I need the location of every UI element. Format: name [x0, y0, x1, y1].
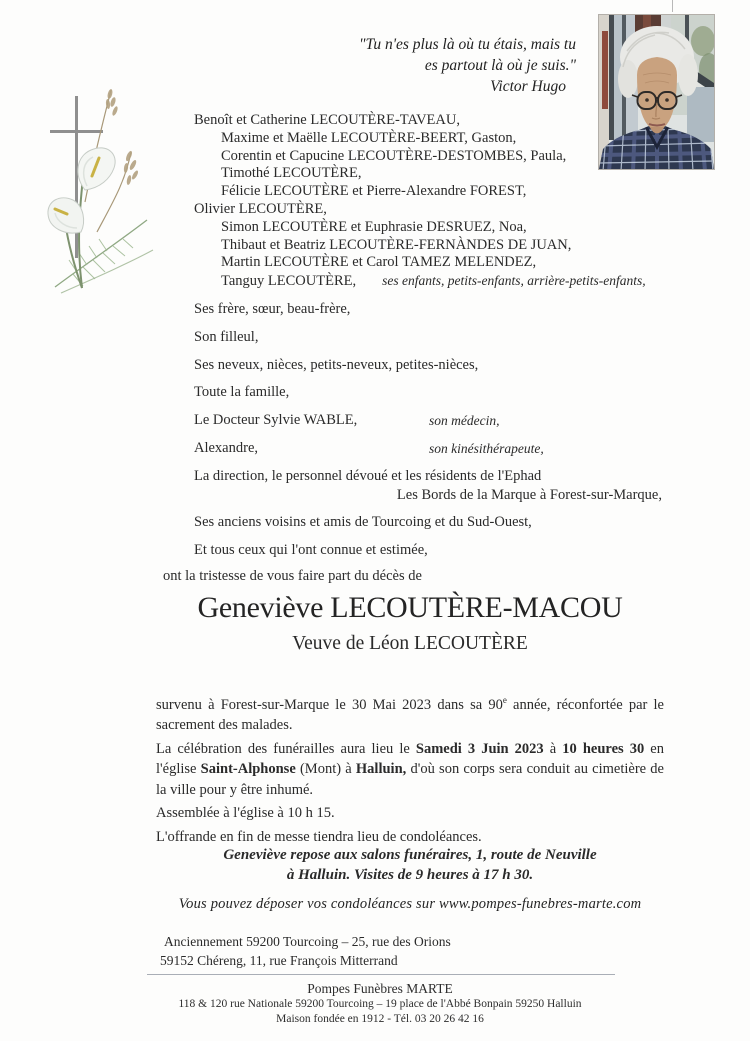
- funeral-home-name: Pompes Funèbres MARTE: [307, 981, 453, 996]
- repose-line-1: Geneviève repose aux salons funéraires, 1, route de Neuville: [223, 847, 597, 863]
- caregiver-role: son médecin,: [429, 413, 500, 429]
- funeral-home-footer: [70, 980, 690, 1027]
- family-member-name: Tanguy LECOUTÈRE,: [221, 273, 357, 290]
- family-member-line: Maxime et Maëlle LECOUTÈRE-BEERT, Gaston,: [221, 129, 517, 146]
- quote-line-1: "Tu n'es plus là où tu étais, mais tu: [359, 36, 576, 53]
- death-details-paragraph: survenu à Forest-sur-Marque le 30 Mai 2023 dans sa 90e année, réconfortée par le sacrement des malades.: [156, 695, 664, 734]
- others-line: Et tous ceux qui l'ont connue et estimée,: [194, 542, 428, 559]
- ordinal-superscript: e: [502, 695, 507, 705]
- children-relation-note: ses enfants, petits-enfants, arrière-petits-enfants,: [382, 273, 646, 289]
- relatives-line: Son filleul,: [194, 328, 259, 345]
- scan-artifact-line: [672, 0, 673, 12]
- relatives-line: Ses neveux, nièces, petits-neveux, petites-nièces,: [194, 356, 479, 373]
- caregiver-role: son kinésithérapeute,: [429, 440, 544, 456]
- caregiver-line: [194, 440, 674, 458]
- previous-addresses: [160, 932, 451, 970]
- family-member-line: Félicie LECOUTÈRE et Pierre-Alexandre FOREST,: [221, 183, 527, 200]
- caregiver-name: Le Docteur Sylvie WABLE,: [194, 412, 358, 429]
- caregiver-line: [194, 412, 674, 430]
- others-line: Ses anciens voisins et amis de Tourcoing et du Sud-Ouest,: [194, 514, 532, 531]
- family-member-line: Martin LECOUTÈRE et Carol TAMEZ MELENDEZ,: [221, 254, 537, 271]
- family-member-line: Benoît et Catherine LECOUTÈRE-TAVEAU,: [194, 112, 460, 128]
- family-member-line: Timothé LECOUTÈRE,: [221, 165, 362, 182]
- cross-and-lilies-icon: [25, 80, 165, 302]
- details-section: [156, 690, 664, 850]
- cross-and-lilies-decoration: [25, 80, 165, 302]
- family-member-line: [194, 272, 674, 291]
- family-member-line: Corentin et Capucine LECOUTÈRE-DESTOMBES, Paula,: [221, 147, 567, 164]
- previous-address-line-1: Anciennement 59200 Tourcoing – 25, rue des Orions: [164, 934, 451, 949]
- repose-notice: [156, 845, 664, 885]
- title-block: [110, 588, 710, 655]
- quote-attribution: Victor Hugo: [490, 78, 566, 95]
- institution-line-2: Les Bords de la Marque à Forest-sur-Marque,: [396, 486, 662, 503]
- quote-line-2: es partout là où je suis.": [424, 57, 576, 74]
- family-member-line: Simon LECOUTÈRE et Euphrasie DESRUEZ, Noa,: [221, 218, 527, 235]
- family-section: [194, 112, 674, 560]
- family-member-line: Olivier LECOUTÈRE,: [194, 200, 327, 217]
- funeral-home-founded: Maison fondée en 1912 - Tél. 03 20 26 42 16: [276, 1013, 484, 1025]
- family-member-line: Thibaut et Beatriz LECOUTÈRE-FERNÀNDES DE JUAN,: [221, 236, 572, 253]
- condolence-website-line: Vous pouvez déposer vos condoléances sur www.pompes-funebres-marte.com: [178, 896, 642, 912]
- funeral-home-addresses: 118 & 120 rue Nationale 59200 Tourcoing – 19 place de l'Abbé Bonpain 59250 Halluin: [178, 998, 582, 1010]
- caregiver-name: Alexandre,: [194, 439, 259, 456]
- widow-line: Veuve de Léon LECOUTÈRE: [292, 633, 528, 654]
- repose-line-2: à Halluin. Visites de 9 heures à 17 h 30.: [286, 867, 534, 883]
- assembly-line: Assemblée à l'église à 10 h 15.: [156, 805, 335, 822]
- previous-address-line-2: 59152 Chéreng, 11, rue François Mitterrand: [160, 953, 398, 968]
- relatives-line: Toute la famille,: [194, 384, 290, 401]
- announcement-intro: ont la tristesse de vous faire part du décès de: [163, 568, 422, 584]
- deceased-name: Geneviève LECOUTÈRE-MACOU: [197, 591, 623, 624]
- offering-line: L'offrande en fin de messe tiendra lieu de condoléances.: [156, 828, 482, 845]
- celebration-paragraph: La célébration des funérailles aura lieu le Samedi 3 Juin 2023 à 10 heures 30 en l'église Saint-Alphonse (Mont) à Halluin, d'où son corps sera conduit au cimetière de la ville pour y être inhumé.: [156, 740, 664, 798]
- relatives-line: Ses frère, sœur, beau-frère,: [194, 300, 351, 317]
- footer-divider: [147, 974, 615, 975]
- institution-line-1: La direction, le personnel dévoué et les résidents de l'Ephad: [194, 467, 542, 484]
- memorial-quote: [300, 34, 576, 97]
